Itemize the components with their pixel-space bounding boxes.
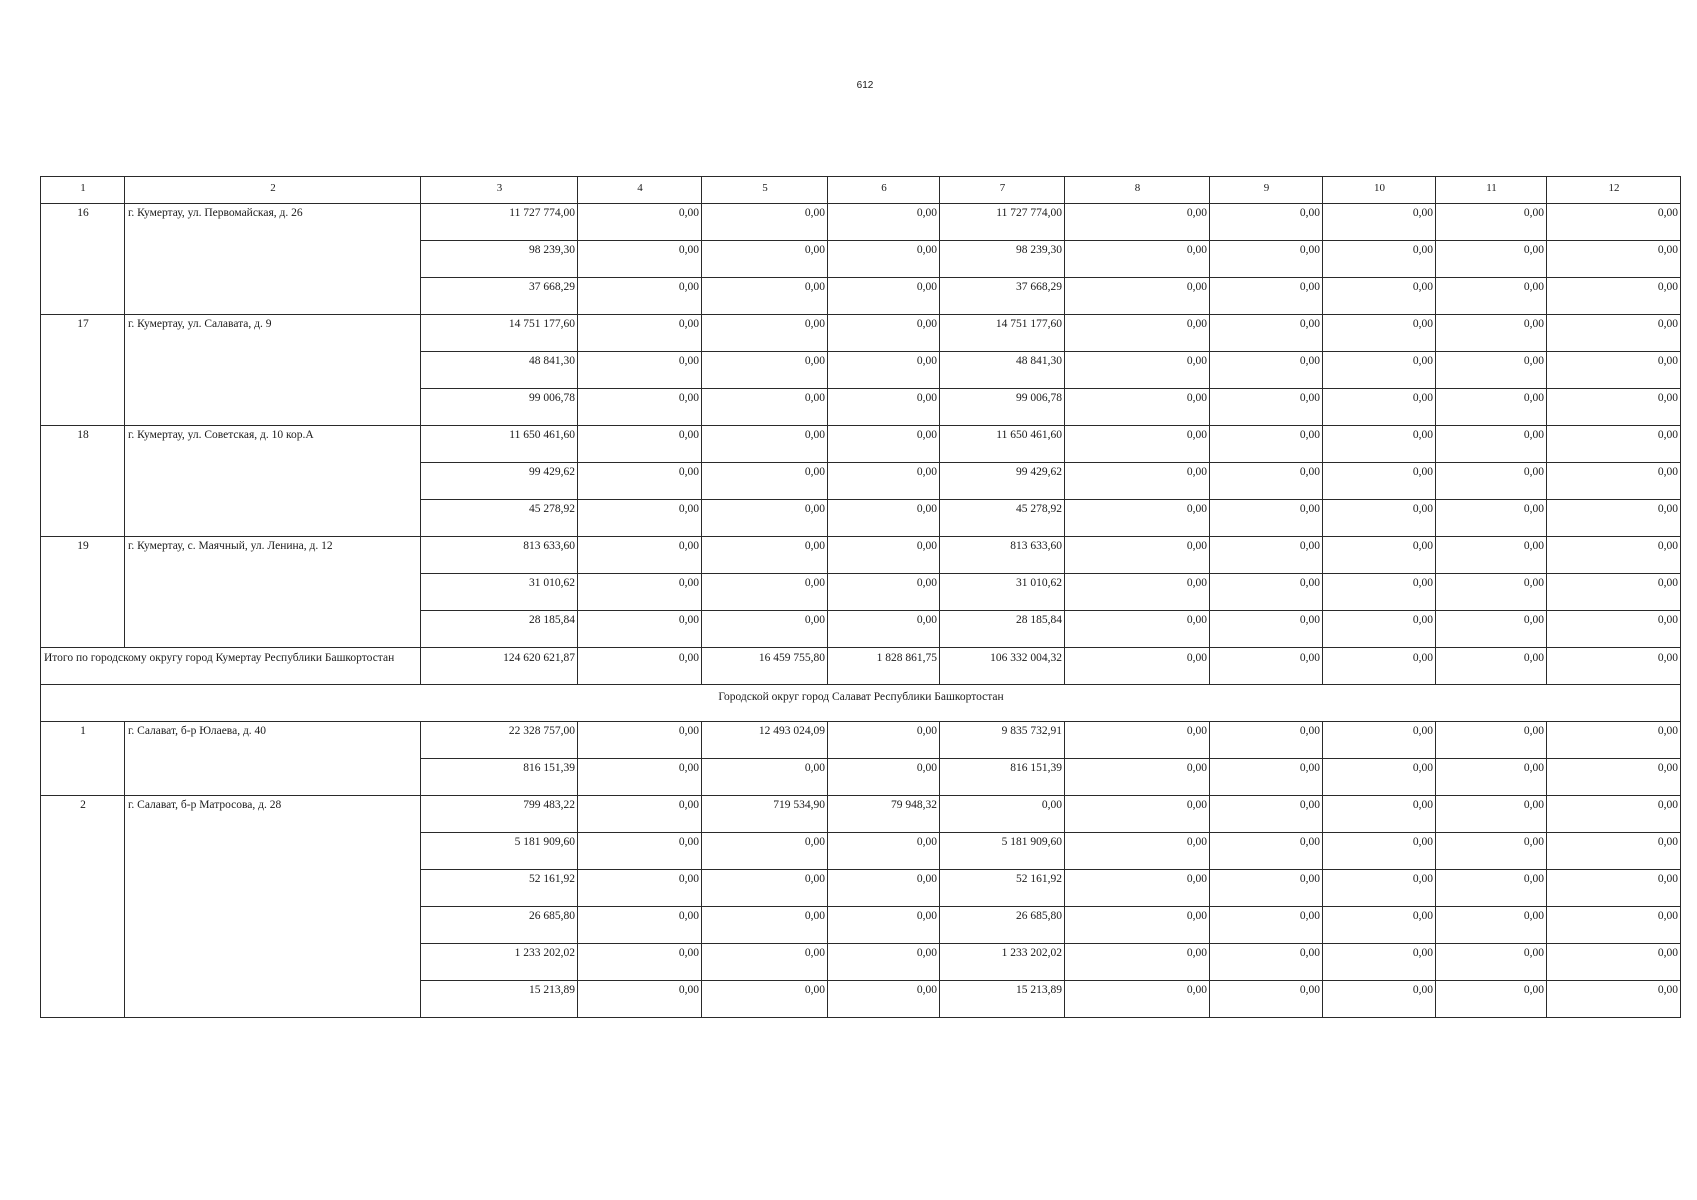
amount-cell: 11 650 461,60 [940, 426, 1065, 463]
amount-cell: 0,00 [1323, 463, 1436, 500]
amount-cell: 0,00 [1436, 204, 1547, 241]
amount-cell: 0,00 [1436, 796, 1547, 833]
amount-cell: 0,00 [1323, 870, 1436, 907]
column-header: 11 [1436, 177, 1547, 204]
amount-cell: 0,00 [1323, 833, 1436, 870]
amount-cell: 1 233 202,02 [421, 944, 578, 981]
amount-cell: 816 151,39 [421, 759, 578, 796]
amount-cell: 0,00 [1436, 870, 1547, 907]
amount-cell: 0,00 [1065, 722, 1210, 759]
amount-cell: 0,00 [940, 796, 1065, 833]
amount-cell: 14 751 177,60 [421, 315, 578, 352]
amount-cell: 0,00 [578, 759, 702, 796]
amount-cell: 0,00 [578, 722, 702, 759]
column-header: 3 [421, 177, 578, 204]
amount-cell: 0,00 [1547, 981, 1681, 1018]
total-amount-cell: 0,00 [1210, 648, 1323, 685]
amount-cell: 99 429,62 [421, 463, 578, 500]
row-address: г. Кумертау, ул. Советская, д. 10 кор.А [125, 426, 421, 537]
amount-cell: 0,00 [1547, 870, 1681, 907]
amount-cell: 0,00 [828, 500, 940, 537]
amount-cell: 0,00 [1210, 426, 1323, 463]
amount-cell: 11 650 461,60 [421, 426, 578, 463]
row-number: 17 [41, 315, 125, 426]
amount-cell: 719 534,90 [702, 796, 828, 833]
section-row [41, 685, 1681, 722]
amount-cell: 0,00 [578, 981, 702, 1018]
amount-cell: 0,00 [1436, 944, 1547, 981]
table-row [41, 722, 1681, 759]
amount-cell: 0,00 [1210, 204, 1323, 241]
amount-cell: 0,00 [702, 574, 828, 611]
amount-cell: 9 835 732,91 [940, 722, 1065, 759]
amount-cell: 0,00 [1065, 463, 1210, 500]
amount-cell: 99 006,78 [940, 389, 1065, 426]
amount-cell: 28 185,84 [421, 611, 578, 648]
amount-cell: 0,00 [702, 500, 828, 537]
amount-cell: 0,00 [828, 389, 940, 426]
total-row [41, 648, 1681, 685]
amount-cell: 0,00 [1210, 833, 1323, 870]
amount-cell: 0,00 [702, 611, 828, 648]
column-header: 10 [1323, 177, 1436, 204]
amount-cell: 0,00 [1436, 537, 1547, 574]
amount-cell: 0,00 [1323, 278, 1436, 315]
amount-cell: 0,00 [1323, 315, 1436, 352]
column-header: 9 [1210, 177, 1323, 204]
amount-cell: 0,00 [1323, 352, 1436, 389]
amount-cell: 0,00 [1323, 204, 1436, 241]
amount-cell: 99 006,78 [421, 389, 578, 426]
amount-cell: 0,00 [1065, 500, 1210, 537]
amount-cell: 0,00 [1436, 611, 1547, 648]
amount-cell: 28 185,84 [940, 611, 1065, 648]
amount-cell: 0,00 [1547, 278, 1681, 315]
amount-cell: 0,00 [702, 426, 828, 463]
amount-cell: 0,00 [1436, 352, 1547, 389]
section-title: Городской округ город Салават Республики Башкортостан [41, 685, 1681, 722]
amount-cell: 0,00 [1436, 759, 1547, 796]
column-header: 8 [1065, 177, 1210, 204]
amount-cell: 0,00 [1323, 796, 1436, 833]
amount-cell: 0,00 [578, 833, 702, 870]
table-row [41, 796, 1681, 833]
amount-cell: 0,00 [1323, 759, 1436, 796]
amount-cell: 0,00 [1065, 759, 1210, 796]
total-amount-cell: 106 332 004,32 [940, 648, 1065, 685]
amount-cell: 0,00 [1210, 278, 1323, 315]
amount-cell: 0,00 [578, 870, 702, 907]
row-address: г. Салават, б-р Матросова, д. 28 [125, 796, 421, 1018]
amount-cell: 0,00 [1323, 611, 1436, 648]
amount-cell: 0,00 [1065, 944, 1210, 981]
amount-cell: 0,00 [1547, 352, 1681, 389]
amount-cell: 0,00 [1547, 944, 1681, 981]
amount-cell: 0,00 [1436, 463, 1547, 500]
amount-cell: 0,00 [1065, 833, 1210, 870]
amount-cell: 26 685,80 [421, 907, 578, 944]
amount-cell: 0,00 [1065, 352, 1210, 389]
row-number: 1 [41, 722, 125, 796]
amount-cell: 31 010,62 [940, 574, 1065, 611]
amount-cell: 0,00 [1210, 389, 1323, 426]
amount-cell: 0,00 [1210, 352, 1323, 389]
total-amount-cell: 0,00 [1323, 648, 1436, 685]
amount-cell: 0,00 [1065, 907, 1210, 944]
amount-cell: 0,00 [1436, 278, 1547, 315]
amount-cell: 0,00 [1547, 389, 1681, 426]
amount-cell: 0,00 [578, 241, 702, 278]
amount-cell: 0,00 [578, 352, 702, 389]
amount-cell: 0,00 [1323, 907, 1436, 944]
column-header: 2 [125, 177, 421, 204]
amount-cell: 11 727 774,00 [421, 204, 578, 241]
amount-cell: 0,00 [1436, 389, 1547, 426]
column-header: 12 [1547, 177, 1681, 204]
total-amount-cell: 0,00 [1547, 648, 1681, 685]
row-number: 18 [41, 426, 125, 537]
amount-cell: 0,00 [828, 870, 940, 907]
total-label: Итого по городскому округу город Кумертау Республики Башкортостан [41, 648, 421, 685]
total-amount-cell: 0,00 [1436, 648, 1547, 685]
amount-cell: 0,00 [578, 944, 702, 981]
amount-cell: 0,00 [828, 463, 940, 500]
table-row [41, 204, 1681, 241]
amount-cell: 0,00 [1323, 944, 1436, 981]
amount-cell: 14 751 177,60 [940, 315, 1065, 352]
amount-cell: 0,00 [1547, 907, 1681, 944]
amount-cell: 0,00 [1547, 241, 1681, 278]
amount-cell: 0,00 [578, 315, 702, 352]
total-amount-cell: 16 459 755,80 [702, 648, 828, 685]
amount-cell: 0,00 [1547, 204, 1681, 241]
amount-cell: 0,00 [578, 463, 702, 500]
amount-cell: 0,00 [1323, 981, 1436, 1018]
row-number: 19 [41, 537, 125, 648]
amount-cell: 0,00 [702, 759, 828, 796]
column-header: 1 [41, 177, 125, 204]
amount-cell: 5 181 909,60 [421, 833, 578, 870]
amount-cell: 0,00 [578, 907, 702, 944]
amount-cell: 0,00 [828, 907, 940, 944]
amount-cell: 0,00 [702, 944, 828, 981]
amount-cell: 0,00 [1065, 278, 1210, 315]
amount-cell: 0,00 [828, 204, 940, 241]
amount-cell: 0,00 [1547, 611, 1681, 648]
amount-cell: 0,00 [702, 389, 828, 426]
amount-cell: 0,00 [578, 500, 702, 537]
table-row [41, 426, 1681, 463]
amount-cell: 0,00 [578, 204, 702, 241]
amount-cell: 0,00 [1323, 574, 1436, 611]
amount-cell: 0,00 [828, 944, 940, 981]
amount-cell: 0,00 [702, 278, 828, 315]
amount-cell: 0,00 [828, 611, 940, 648]
amount-cell: 0,00 [828, 833, 940, 870]
amount-cell: 0,00 [1210, 574, 1323, 611]
amount-cell: 0,00 [828, 574, 940, 611]
column-header: 5 [702, 177, 828, 204]
amount-cell: 0,00 [1436, 722, 1547, 759]
amount-cell: 0,00 [1323, 537, 1436, 574]
total-amount-cell: 0,00 [1065, 648, 1210, 685]
amount-cell: 11 727 774,00 [940, 204, 1065, 241]
amount-cell: 0,00 [828, 241, 940, 278]
total-amount-cell: 1 828 861,75 [828, 648, 940, 685]
amount-cell: 0,00 [828, 537, 940, 574]
amount-cell: 0,00 [1065, 389, 1210, 426]
amount-cell: 0,00 [578, 796, 702, 833]
amount-cell: 0,00 [702, 833, 828, 870]
amount-cell: 0,00 [1065, 537, 1210, 574]
amount-cell: 0,00 [1210, 796, 1323, 833]
amount-cell: 0,00 [828, 352, 940, 389]
amount-cell: 0,00 [1547, 796, 1681, 833]
amount-cell: 0,00 [1323, 389, 1436, 426]
amount-cell: 0,00 [1436, 981, 1547, 1018]
amount-cell: 0,00 [1547, 426, 1681, 463]
column-header: 4 [578, 177, 702, 204]
amount-cell: 0,00 [1547, 315, 1681, 352]
amount-cell: 0,00 [702, 537, 828, 574]
table-row [41, 537, 1681, 574]
amount-cell: 0,00 [1436, 426, 1547, 463]
amount-cell: 0,00 [1065, 981, 1210, 1018]
column-header-row [41, 177, 1681, 204]
amount-cell: 0,00 [1436, 833, 1547, 870]
total-amount-cell: 124 620 621,87 [421, 648, 578, 685]
amount-cell: 48 841,30 [421, 352, 578, 389]
amount-cell: 0,00 [1065, 796, 1210, 833]
amount-cell: 0,00 [1065, 315, 1210, 352]
amount-cell: 12 493 024,09 [702, 722, 828, 759]
amount-cell: 0,00 [702, 204, 828, 241]
amount-cell: 0,00 [1065, 241, 1210, 278]
amount-cell: 0,00 [702, 870, 828, 907]
amount-cell: 0,00 [578, 389, 702, 426]
row-number: 16 [41, 204, 125, 315]
amount-cell: 799 483,22 [421, 796, 578, 833]
amount-cell: 0,00 [1210, 500, 1323, 537]
row-number: 2 [41, 796, 125, 1018]
amount-cell: 99 429,62 [940, 463, 1065, 500]
budget-table [40, 176, 1681, 1018]
amount-cell: 0,00 [1065, 574, 1210, 611]
amount-cell: 0,00 [1210, 463, 1323, 500]
amount-cell: 0,00 [1210, 944, 1323, 981]
amount-cell: 0,00 [1547, 722, 1681, 759]
column-header: 7 [940, 177, 1065, 204]
amount-cell: 22 328 757,00 [421, 722, 578, 759]
amount-cell: 0,00 [1547, 574, 1681, 611]
amount-cell: 813 633,60 [940, 537, 1065, 574]
amount-cell: 0,00 [1436, 907, 1547, 944]
amount-cell: 0,00 [1065, 870, 1210, 907]
amount-cell: 0,00 [1210, 907, 1323, 944]
row-address: г. Кумертау, с. Маячный, ул. Ленина, д. 12 [125, 537, 421, 648]
amount-cell: 15 213,89 [940, 981, 1065, 1018]
amount-cell: 0,00 [1065, 426, 1210, 463]
amount-cell: 5 181 909,60 [940, 833, 1065, 870]
amount-cell: 0,00 [1436, 315, 1547, 352]
row-address: г. Салават, б-р Юлаева, д. 40 [125, 722, 421, 796]
amount-cell: 0,00 [578, 278, 702, 315]
amount-cell: 37 668,29 [421, 278, 578, 315]
table-row [41, 315, 1681, 352]
row-address: г. Кумертау, ул. Салавата, д. 9 [125, 315, 421, 426]
amount-cell: 0,00 [1210, 722, 1323, 759]
amount-cell: 0,00 [828, 278, 940, 315]
amount-cell: 79 948,32 [828, 796, 940, 833]
amount-cell: 0,00 [1547, 500, 1681, 537]
amount-cell: 52 161,92 [421, 870, 578, 907]
amount-cell: 0,00 [1210, 611, 1323, 648]
amount-cell: 0,00 [1547, 833, 1681, 870]
amount-cell: 0,00 [1436, 574, 1547, 611]
row-address: г. Кумертау, ул. Первомайская, д. 26 [125, 204, 421, 315]
amount-cell: 31 010,62 [421, 574, 578, 611]
amount-cell: 48 841,30 [940, 352, 1065, 389]
amount-cell: 45 278,92 [421, 500, 578, 537]
page-number: 612 [856, 80, 874, 91]
amount-cell: 0,00 [1547, 537, 1681, 574]
amount-cell: 0,00 [578, 426, 702, 463]
amount-cell: 0,00 [1210, 981, 1323, 1018]
amount-cell: 0,00 [828, 426, 940, 463]
amount-cell: 0,00 [578, 537, 702, 574]
amount-cell: 15 213,89 [421, 981, 578, 1018]
amount-cell: 0,00 [702, 981, 828, 1018]
amount-cell: 0,00 [1210, 537, 1323, 574]
amount-cell: 0,00 [702, 315, 828, 352]
amount-cell: 816 151,39 [940, 759, 1065, 796]
amount-cell: 0,00 [828, 759, 940, 796]
amount-cell: 0,00 [702, 352, 828, 389]
amount-cell: 0,00 [1436, 241, 1547, 278]
amount-cell: 0,00 [578, 574, 702, 611]
amount-cell: 26 685,80 [940, 907, 1065, 944]
amount-cell: 45 278,92 [940, 500, 1065, 537]
amount-cell: 0,00 [1065, 204, 1210, 241]
amount-cell: 0,00 [1547, 463, 1681, 500]
amount-cell: 0,00 [1210, 870, 1323, 907]
amount-cell: 0,00 [1210, 241, 1323, 278]
amount-cell: 0,00 [1323, 500, 1436, 537]
amount-cell: 98 239,30 [421, 241, 578, 278]
amount-cell: 0,00 [578, 611, 702, 648]
amount-cell: 0,00 [1323, 241, 1436, 278]
amount-cell: 0,00 [1323, 426, 1436, 463]
amount-cell: 0,00 [1065, 611, 1210, 648]
amount-cell: 1 233 202,02 [940, 944, 1065, 981]
total-amount-cell: 0,00 [578, 648, 702, 685]
amount-cell: 0,00 [702, 241, 828, 278]
amount-cell: 98 239,30 [940, 241, 1065, 278]
table-body [41, 177, 1681, 1018]
amount-cell: 0,00 [1323, 722, 1436, 759]
amount-cell: 0,00 [1210, 315, 1323, 352]
amount-cell: 0,00 [1436, 500, 1547, 537]
column-header: 6 [828, 177, 940, 204]
amount-cell: 0,00 [828, 722, 940, 759]
amount-cell: 813 633,60 [421, 537, 578, 574]
amount-cell: 0,00 [828, 981, 940, 1018]
amount-cell: 52 161,92 [940, 870, 1065, 907]
amount-cell: 37 668,29 [940, 278, 1065, 315]
amount-cell: 0,00 [828, 315, 940, 352]
amount-cell: 0,00 [702, 907, 828, 944]
amount-cell: 0,00 [1210, 759, 1323, 796]
amount-cell: 0,00 [702, 463, 828, 500]
amount-cell: 0,00 [1547, 759, 1681, 796]
